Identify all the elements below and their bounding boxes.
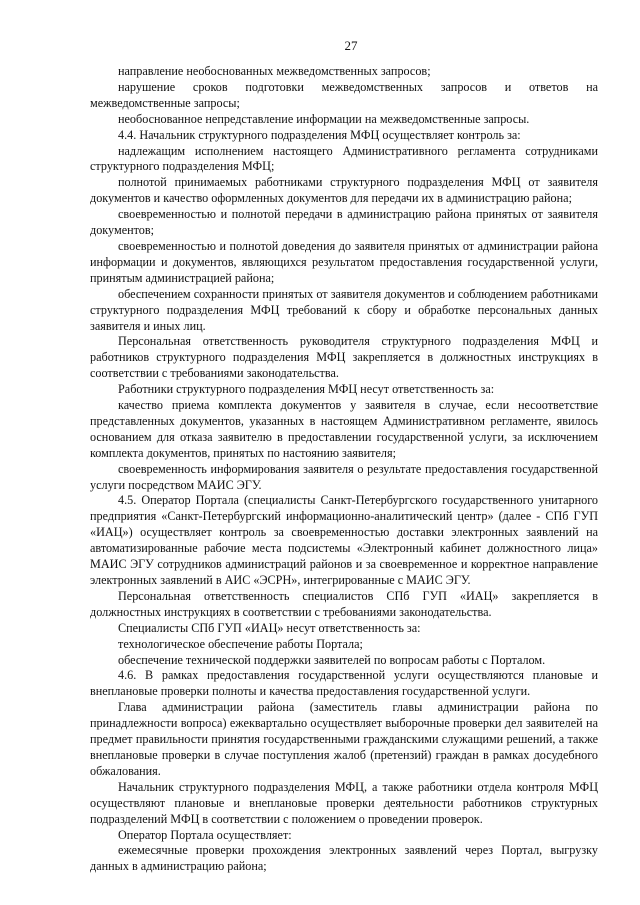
paragraph: обеспечением сохранности принятых от заявителя документов и соблюдением работниками структурного подразделения МФЦ требований к сбору и обработке персональных данных заявителя и иных лиц. xyxy=(90,286,598,333)
paragraph: Начальник структурного подразделения МФЦ, а также работники отдела контроля МФЦ осуществляют плановые и внеплановые проверки деятельности работников структурных подразделений МФЦ в соответствии с положением о проведении проверок. xyxy=(90,779,598,826)
paragraph: полнотой принимаемых работниками структурного подразделения МФЦ от заявителя документов и качество оформленных документов для передачи их в администрацию района; xyxy=(90,175,598,206)
paragraph: Оператор Портала осуществляет: xyxy=(118,827,292,842)
paragraph: Персональная ответственность специалистов СПб ГУП «ИАЦ» закрепляется в должностных инструкциях в соответствии с требованиями законодательства. xyxy=(90,588,598,619)
paragraph: Специалисты СПб ГУП «ИАЦ» несут ответственность за: xyxy=(118,620,421,635)
paragraph: своевременностью и полнотой доведения до заявителя принятых от администрации района информации и документов, являющихся результатом предоставления государственной услуги, принятым администрацией района; xyxy=(90,238,598,285)
document-body xyxy=(90,64,598,875)
paragraph: своевременностью и полнотой передачи в администрацию района принятых от заявителя документов; xyxy=(90,207,598,238)
paragraph: 4.6. В рамках предоставления государственной услуги осуществляются плановые и внеплановые проверки полноты и качества предоставления государственной услуги. xyxy=(90,668,598,699)
paragraph: Персональная ответственность руководителя структурного подразделения МФЦ и работников структурного подразделения МФЦ закрепляется в должностных инструкциях в соответствии с требованиями законодательства. xyxy=(90,334,598,381)
paragraph: нарушение сроков подготовки межведомственных запросов и ответов на межведомственные запросы; xyxy=(90,79,598,110)
paragraph: качество приема комплекта документов у заявителя в случае, если несоответствие представленных документов, указанных в настоящем Административном регламенте, явилось основанием для отказа заявителю в предоставлении государственной услуги, за исключением комплекта документов, принятых по настоянию заявителя; xyxy=(90,398,598,460)
paragraph: 4.5. Оператор Портала (специалисты Санкт-Петербургского государственного унитарного предприятия «Санкт-Петербургский информационно-аналитический центр» (далее - СПб ГУП «ИАЦ») осуществляет контроль за своевременностью доставки электронных заявлений на автоматизированные рабочие места подсистемы «Электронный кабинет должностного лица» МАИС ЭГУ сотрудников администраций районов и за своевременное и корректное направление электронных заявлений в АИС «ЭСРН», интегрированные с МАИС ЭГУ. xyxy=(90,493,598,587)
paragraph: необоснованное непредставление информации на межведомственные запросы. xyxy=(118,111,530,126)
paragraph: направление необоснованных межведомственных запросов; xyxy=(118,64,431,78)
paragraph: обеспечение технической поддержки заявителей по вопросам работы с Порталом. xyxy=(118,652,546,667)
paragraph: Работники структурного подразделения МФЦ несут ответственность за: xyxy=(118,382,495,397)
paragraph: ежемесячные проверки прохождения электронных заявлений через Портал, выгрузку данных в администрацию района; xyxy=(90,843,598,874)
page-number: 27 xyxy=(344,38,358,53)
paragraph: 4.4. Начальник структурного подразделения МФЦ осуществляет контроль за: xyxy=(118,127,521,142)
paragraph: своевременность информирования заявителя о результате предоставления государственной услуги посредством МАИС ЭГУ. xyxy=(90,461,598,492)
paragraph: надлежащим исполнением настоящего Административного регламента сотрудниками структурного подразделения МФЦ; xyxy=(90,143,598,174)
paragraph: Глава администрации района (заместитель главы администрации района по принадлежности вопроса) ежеквартально осуществляет выборочные проверки дел заявителей на предмет правильности принятия государственными гражданскими служащими решений, а также внеплановые проверки в случае поступления жалоб (претензий) граждан в рамках досудебного обжалования. xyxy=(90,700,598,778)
paragraph: технологическое обеспечение работы Портала; xyxy=(118,636,363,651)
